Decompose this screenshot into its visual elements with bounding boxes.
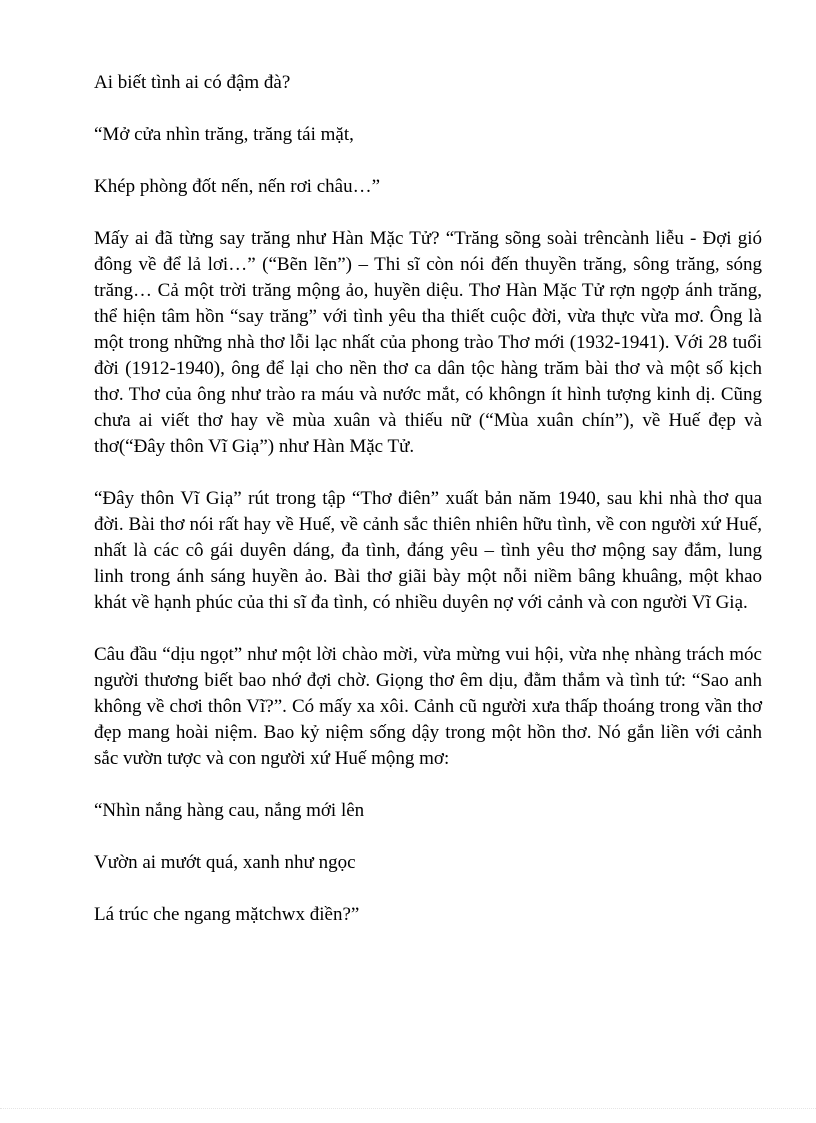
poem-line-1: “Nhìn nắng hàng cau, nắng mới lên xyxy=(94,800,365,821)
intro-line-1: Ai biết tình ai có đậm đà? xyxy=(94,72,291,93)
paragraph-1: Mấy ai đã từng say trăng như Hàn Mặc Tử? “Trăng sõng soài trêncành liễu - Đợi gió đông về để lả lơi…” (“Bẽn lẽn”) – Thi sĩ còn nói đến thuyền trăng, sông trăng, sóng trăng… Cả một trời trăng mộng ảo, huyền diệu. Thơ Hàn Mặc Tử rợn ngợp ánh trăng, thể hiện tâm hồn “say trăng” với tình yêu tha thiết cuộc đời, vừa thực vừa mơ. Ông là một trong những nhà thơ lỗi lạc nhất của phong trào Thơ mới (1932-1941). Với 28 tuổi đời (1912-1940), ông để lại cho nền thơ ca dân tộc hàng trăm bài thơ và một số kịch thơ. Thơ của ông như trào ra máu và nước mắt, có khôngn ít hình tượng kinh dị. Cũng chưa ai viết thơ hay về mùa xuân và thiếu nữ (“Mùa xuân chín”), về Huế đẹp và thơ(“Đây thôn Vĩ Giạ”) như Hàn Mặc Tử. xyxy=(94,228,762,457)
intro-line-2: “Mở cửa nhìn trăng, trăng tái mặt, xyxy=(94,124,354,145)
paragraph-3: Câu đầu “dịu ngọt” như một lời chào mời, vừa mừng vui hội, vừa nhẹ nhàng trách móc người thương biết bao nhớ đợi chờ. Giọng thơ êm dịu, đằm thắm và tình tứ: “Sao anh không về chơi thôn Vĩ?”. Có mấy xa xôi. Cảnh cũ người xưa thấp thoáng trong vần thơ đẹp mang hoài niệm. Bao kỷ niệm sống dậy trong một hồn thơ. Nó gắn liền với cảnh sắc vườn tược và con người xứ Huế mộng mơ: xyxy=(94,644,762,769)
poem-line-3: Lá trúc che ngang mặtchwx điền?” xyxy=(94,904,360,925)
document-body xyxy=(94,70,762,954)
intro-line-3: Khép phòng đốt nến, nến rơi châu…” xyxy=(94,176,381,197)
poem-line-2: Vườn ai mướt quá, xanh như ngọc xyxy=(94,852,356,873)
paragraph-2: “Đây thôn Vĩ Giạ” rút trong tập “Thơ điên” xuất bản năm 1940, sau khi nhà thơ qua đời. Bài thơ nói rất hay về Huế, về cảnh sắc thiên nhiên hữu tình, về con người xứ Huế, nhất là các cô gái duyên dáng, đa tình, đáng yêu – tình yêu thơ mộng say đắm, lung linh trong ánh sáng huyền ảo. Bài thơ giãi bày một nỗi niềm bâng khuâng, một khao khát về hạnh phúc của thi sĩ đa tình, có nhiều duyên nợ với cảnh và con người Vĩ Giạ. xyxy=(94,488,762,613)
page-bottom-divider xyxy=(0,1108,816,1109)
